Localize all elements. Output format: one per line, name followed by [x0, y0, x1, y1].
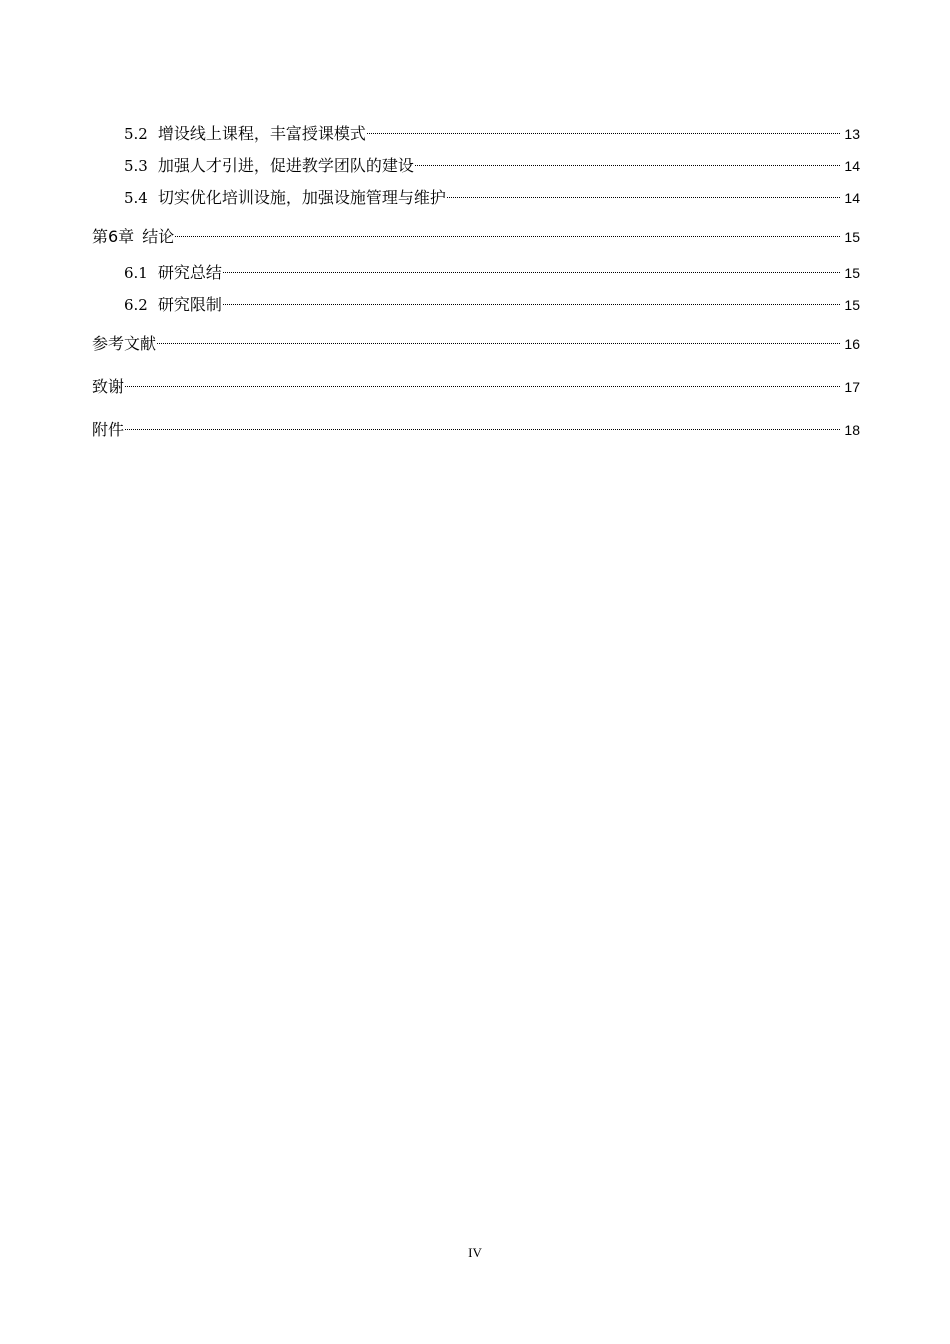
toc-entry-page: 14: [844, 158, 860, 174]
toc-entry-chapter-6[interactable]: [92, 214, 860, 257]
toc-entry-number: 5.4: [124, 189, 148, 207]
toc-entry-5-4[interactable]: [92, 182, 860, 214]
toc-dot-leader: [157, 343, 840, 344]
toc-dot-leader: [175, 236, 840, 237]
toc-entry-acknowledgements[interactable]: [92, 364, 860, 407]
table-of-contents: [92, 118, 860, 450]
toc-dot-leader: [367, 133, 840, 134]
toc-entry-title: 切实优化培训设施，加强设施管理与维护: [157, 188, 446, 207]
toc-dot-leader: [447, 197, 840, 198]
toc-entry-number: 5.3: [124, 157, 148, 175]
toc-entry-title: 结论: [142, 227, 175, 246]
toc-entry-page: 15: [844, 297, 860, 313]
toc-dot-leader: [223, 272, 840, 273]
toc-entry-number: 6.1: [124, 264, 148, 282]
toc-entry-number: 第6章: [92, 227, 135, 246]
toc-entry-page: 18: [844, 422, 860, 438]
toc-entry-6-1[interactable]: [92, 257, 860, 289]
page-number: IV: [468, 1245, 482, 1260]
toc-entry-page: 14: [844, 190, 860, 206]
toc-entry-title: 附件: [92, 420, 125, 439]
toc-entry-references[interactable]: [92, 321, 860, 364]
toc-entry-title: 研究限制: [157, 295, 222, 314]
toc-entry-page: 15: [844, 265, 860, 281]
toc-entry-page: 16: [844, 336, 860, 352]
toc-entry-number: 6.2: [124, 296, 148, 314]
toc-entry-title: 致谢: [92, 377, 125, 396]
toc-dot-leader: [415, 165, 840, 166]
toc-dot-leader: [223, 304, 840, 305]
toc-entry-title: 研究总结: [157, 263, 222, 282]
toc-entry-page: 13: [844, 126, 860, 142]
toc-entry-page: 15: [844, 229, 860, 245]
toc-entry-6-2[interactable]: [92, 289, 860, 321]
toc-entry-title: 加强人才引进，促进教学团队的建设: [157, 156, 414, 175]
toc-dot-leader: [125, 429, 840, 430]
toc-entry-title: 增设线上课程，丰富授课模式: [157, 124, 366, 143]
toc-dot-leader: [125, 386, 840, 387]
toc-entry-title: 参考文献: [92, 334, 157, 353]
toc-entry-5-3[interactable]: [92, 150, 860, 182]
toc-entry-number: 5.2: [124, 125, 148, 143]
toc-entry-5-2[interactable]: [92, 118, 860, 150]
toc-entry-page: 17: [844, 379, 860, 395]
toc-entry-appendix[interactable]: [92, 407, 860, 450]
